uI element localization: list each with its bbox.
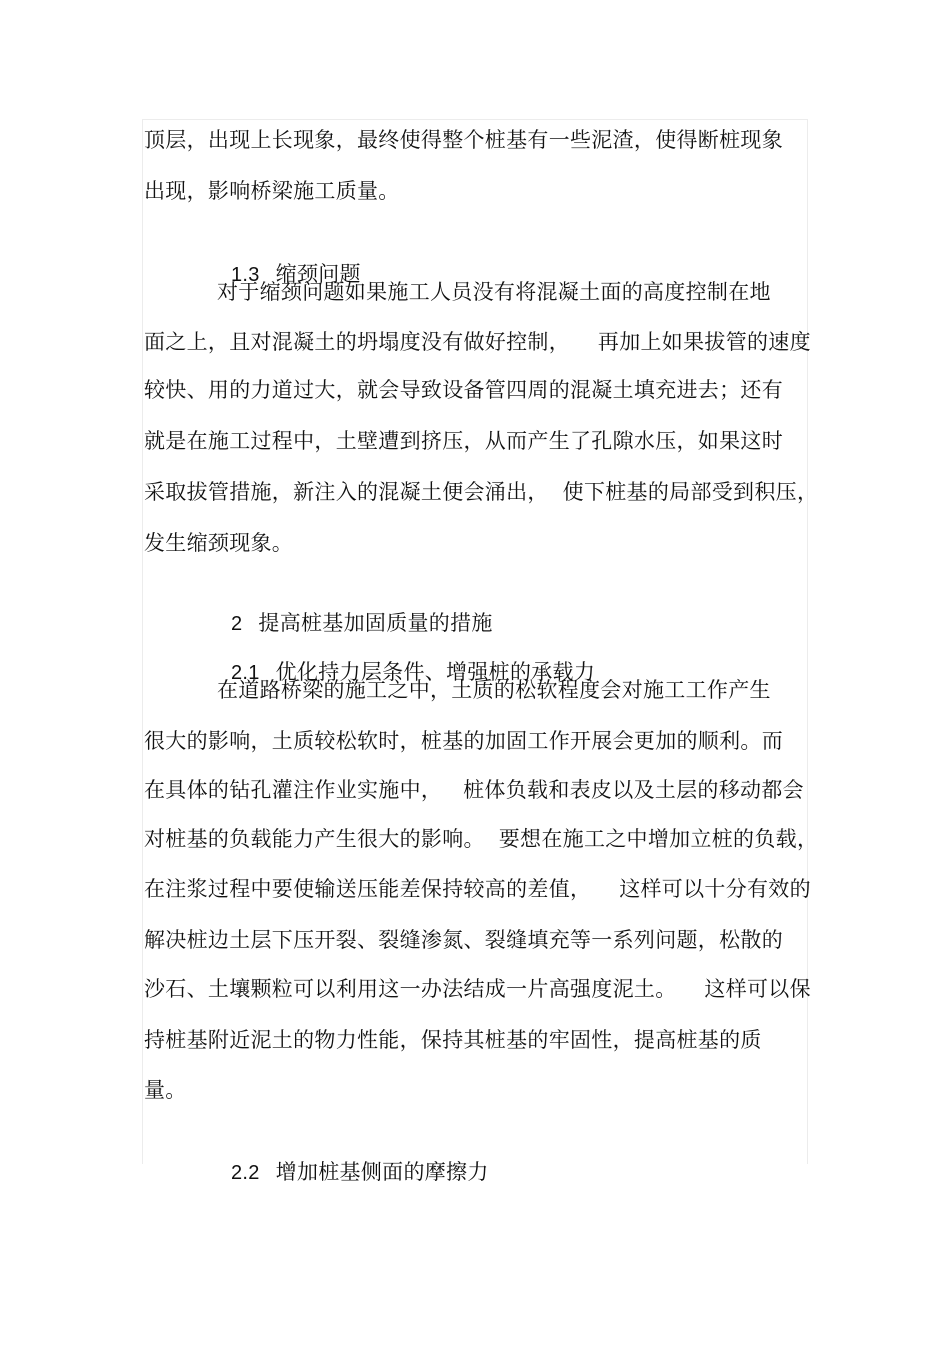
section-heading-2 [217, 575, 493, 635]
paragraph-line: 很大的影响，土质较松软时，桩基的加固工作开展会更加的顺利。而 [144, 729, 783, 753]
section-heading-1-3 [217, 226, 361, 286]
paragraph-line: 采取拔管措施，新注入的混凝土便会涌出， 使下桩基的局部受到积压， [144, 480, 819, 504]
paragraph-line: 出现，影响桥梁施工质量。 [144, 179, 400, 203]
section-number: 2 [230, 613, 243, 635]
section-number: 2.1 [230, 662, 260, 684]
paragraph-line: 在注浆过程中要使输送压能差保持较高的差值， 这样可以十分有效的 [144, 877, 811, 901]
paragraph-line: 对桩基的负载能力产生很大的影响。 要想在施工之中增加立桩的负载， [144, 827, 819, 851]
paragraph-line: 对于缩颈问题如果施工人员没有将混凝土面的高度控制在地 [217, 280, 771, 304]
section-title: 优化持力层条件、增强桩的承载力 [275, 660, 596, 684]
section-heading-2-1 [217, 624, 596, 684]
paragraph-line: 较快、用的力道过大，就会导致设备管四周的混凝土填充进去；还有 [144, 378, 783, 402]
section-title: 提高桩基加固质量的措施 [258, 611, 493, 635]
paragraph-line: 解决桩边土层下压开裂、裂缝渗氮、裂缝填充等一系列问题，松散的 [144, 928, 783, 952]
paragraph-line: 在道路桥梁的施工之中，土质的松软程度会对施工工作产生 [217, 678, 771, 702]
paragraph-line: 发生缩颈现象。 [144, 531, 294, 555]
paragraph-line: 面之上，且对混凝土的坍塌度没有做好控制， 再加上如果拔管的速度 [144, 330, 811, 354]
paragraph-line: 持桩基附近泥土的物力性能，保持其桩基的牢固性，提高桩基的质 [144, 1028, 762, 1052]
paragraph-line: 顶层，出现上长现象，最终使得整个桩基有一些泥渣，使得断桩现象 [144, 128, 783, 152]
section-title: 缩颈问题 [275, 262, 361, 286]
section-number: 1.3 [230, 264, 260, 286]
paragraph-line: 沙石、土壤颗粒可以利用这一办法结成一片高强度泥土。 这样可以保 [144, 977, 811, 1001]
paragraph-line: 在具体的钻孔灌注作业实施中， 桩体负载和表皮以及土层的移动都会 [144, 778, 804, 802]
section-title: 增加桩基侧面的摩擦力 [275, 1160, 489, 1184]
paragraph-line: 量。 [144, 1078, 187, 1102]
section-number: 2.2 [230, 1162, 260, 1184]
paragraph-line: 就是在施工过程中，土壁遭到挤压，从而产生了孔隙水压，如果这时 [144, 429, 783, 453]
section-heading-2-2 [217, 1124, 489, 1184]
